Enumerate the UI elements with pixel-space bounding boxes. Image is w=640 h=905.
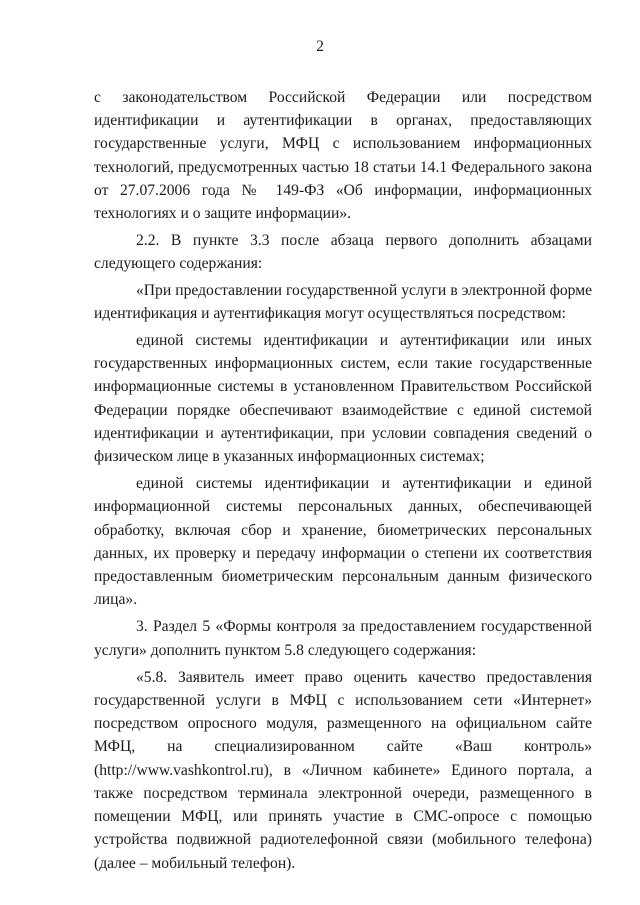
paragraph-item-5-8: «5.8. Заявитель имеет право оценить качество предоставления государственной услуги в МФЦ с использованием сети «Интернет» посредством опросного модуля, размещенного на официальном сайте МФЦ, на специализированном сайте «Ваш контроль» (http://www.vashkontrol.ru), в «Личном кабинете» Единого портала, а также посредством терминала электронной очереди, размещенного в помещении МФЦ, или принять участие в СМС-опросе с помощью устройства подвижной радиотелефонной связи (мобильного телефона) (далее – мобильный телефон).	[94, 668, 592, 872]
page-number: 2	[316, 38, 324, 55]
paragraph-esia-option: единой системы идентификации и аутентификации или иных государственных информационных систем, если такие государственные информационные системы в установленном Правительством Российской Федерации порядке обеспечивают взаимодействие с единой системой идентификации и аутентификации, при условии совпадения сведений о физическом лице в указанных информационных системах;	[94, 332, 592, 466]
paragraph-item-3: 3. Раздел 5 «Формы контроля за предоставлением государственной услуги» дополнить пунктом 5.8 следующего содержания:	[94, 618, 592, 659]
paragraph-biometric-option: единой системы идентификации и аутентификации и единой информационной системы персональных данных, обеспечивающей обработку, включая сбор и хранение, биометрических персональных данных, их проверку и передачу информации о степени их соответствия предоставленным биометрическим персональным данным физического лица».	[94, 475, 592, 609]
paragraph-quote-intro: «При предоставлении государственной услуги в электронной форме идентификация и аутентификация могут осуществляться посредством:	[94, 281, 592, 322]
document-body	[94, 86, 592, 878]
paragraph-item-2-2: 2.2. В пункте 3.3 после абзаца первого дополнить абзацами следующего содержания:	[94, 232, 592, 273]
paragraph-continuation: с законодательством Российской Федерации или посредством идентификации и аутентификации в органах, предоставляющих государственные услуги, МФЦ с использованием информационных технологий, предусмотренных частью 18 статьи 14.1 Федерального закона от 27.07.2006 года № 149-ФЗ «Об информации, информационных технологиях и о защите информации».	[94, 89, 592, 223]
